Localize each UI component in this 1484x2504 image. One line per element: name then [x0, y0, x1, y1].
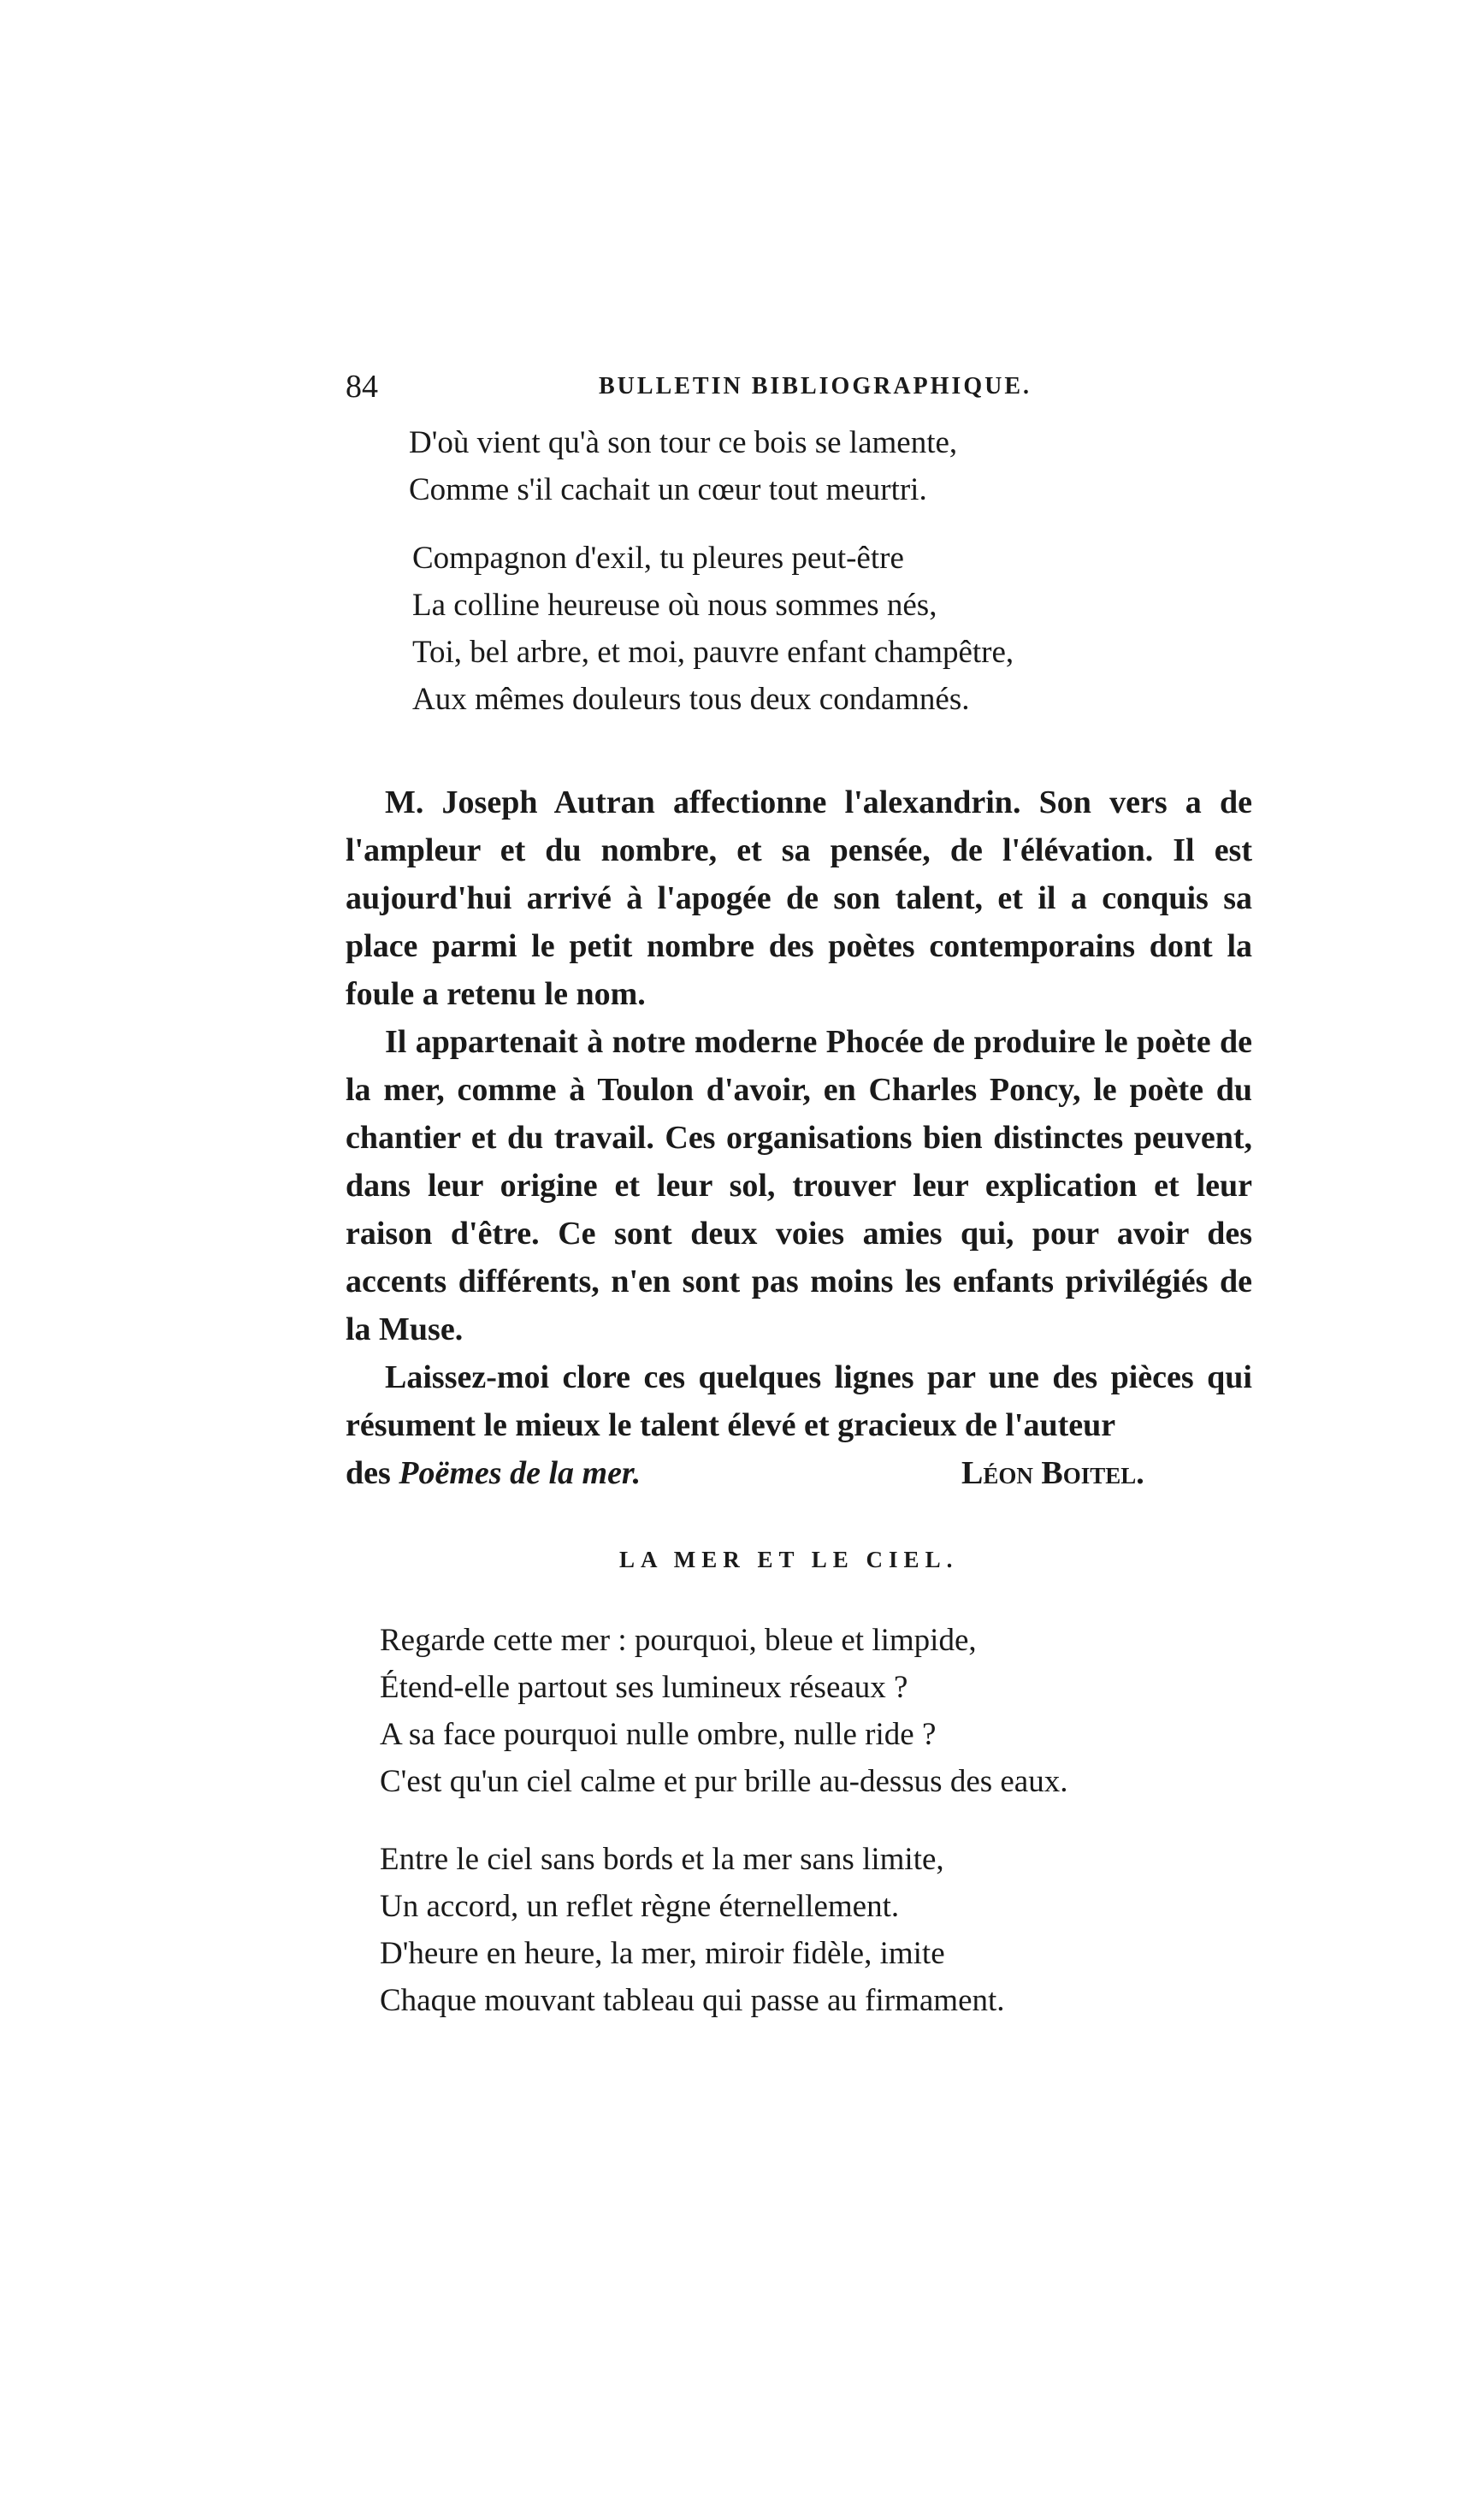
verse-stanza-top — [409, 419, 957, 513]
paragraph-autran: M. Joseph Autran affectionne l'alexandrin. Son vers a de l'ampleur et du nombre, et sa pensée, de l'élévation. Il est aujourd'hui arrivé à l'apogée de son talent, et il a conquis sa place parmi le petit nombre des poètes contemporains dont la foule a retenu le nom. — [346, 784, 1252, 1012]
verse-line: Toi, bel arbre, et moi, pauvre enfant champêtre, — [412, 635, 1014, 670]
verse-line: D'heure en heure, la mer, miroir fidèle, imite — [380, 1936, 945, 1971]
verse-line: Comme s'il cachait un cœur tout meurtri. — [409, 472, 927, 507]
paragraph-phocee: Il appartenait à notre moderne Phocée de produire le poète de la mer, comme à Toulon d'avoir, en Charles Poncy, le poète du chantier et du travail. Ces organisations bien distinctes peuvent, dans leur origine et leur sol, trouver leur explication et leur raison d'être. Ce sont deux voies amies qui, pour avoir des accents différents, n'en sont pas moins les enfants privilégiés de la Muse. — [346, 1024, 1252, 1347]
verse-line: Aux mêmes douleurs tous deux condamnés. — [412, 682, 970, 717]
verse-line: D'où vient qu'à son tour ce bois se lamente, — [409, 425, 958, 460]
verse-line: La colline heureuse où nous sommes nés, — [412, 588, 937, 623]
verse-line: A sa face pourquoi nulle ombre, nulle ride ? — [380, 1717, 937, 1752]
verse-line: C'est qu'un ciel calme et pur brille au-dessus des eaux. — [380, 1764, 1068, 1799]
verse-line: Entre le ciel sans bords et la mer sans limite, — [380, 1842, 944, 1877]
poem-stanza-1 — [380, 1617, 1067, 1805]
poem-title: LA MER ET LE CIEL. — [619, 1547, 959, 1572]
book-title: Poëmes de la mer. — [399, 1455, 641, 1491]
paragraph-closing: Laissez-moi clore ces quelques lignes par une des pièces qui résument le mieux le talent élevé et gracieux de l'auteur — [346, 1359, 1252, 1443]
closing-line — [346, 1449, 1252, 1497]
verse-line: Compagnon d'exil, tu pleures peut-être — [412, 541, 904, 576]
page-number: 84 — [346, 369, 378, 405]
verse-stanza-exile — [412, 535, 1014, 723]
closing-prefix: des — [346, 1455, 391, 1491]
review-prose — [346, 778, 1252, 1497]
poem-stanza-2 — [380, 1836, 1005, 2024]
author-signature: Léon Boitel. — [961, 1455, 1144, 1491]
running-title: BULLETIN BIBLIOGRAPHIQUE. — [599, 373, 1032, 400]
verse-line: Un accord, un reflet règne éternellement. — [380, 1889, 900, 1924]
verse-line: Étend-elle partout ses lumineux réseaux ? — [380, 1670, 908, 1705]
verse-line: Chaque mouvant tableau qui passe au firmament. — [380, 1983, 1005, 2018]
page-header — [346, 368, 1167, 411]
verse-line: Regarde cette mer : pourquoi, bleue et limpide, — [380, 1623, 977, 1658]
